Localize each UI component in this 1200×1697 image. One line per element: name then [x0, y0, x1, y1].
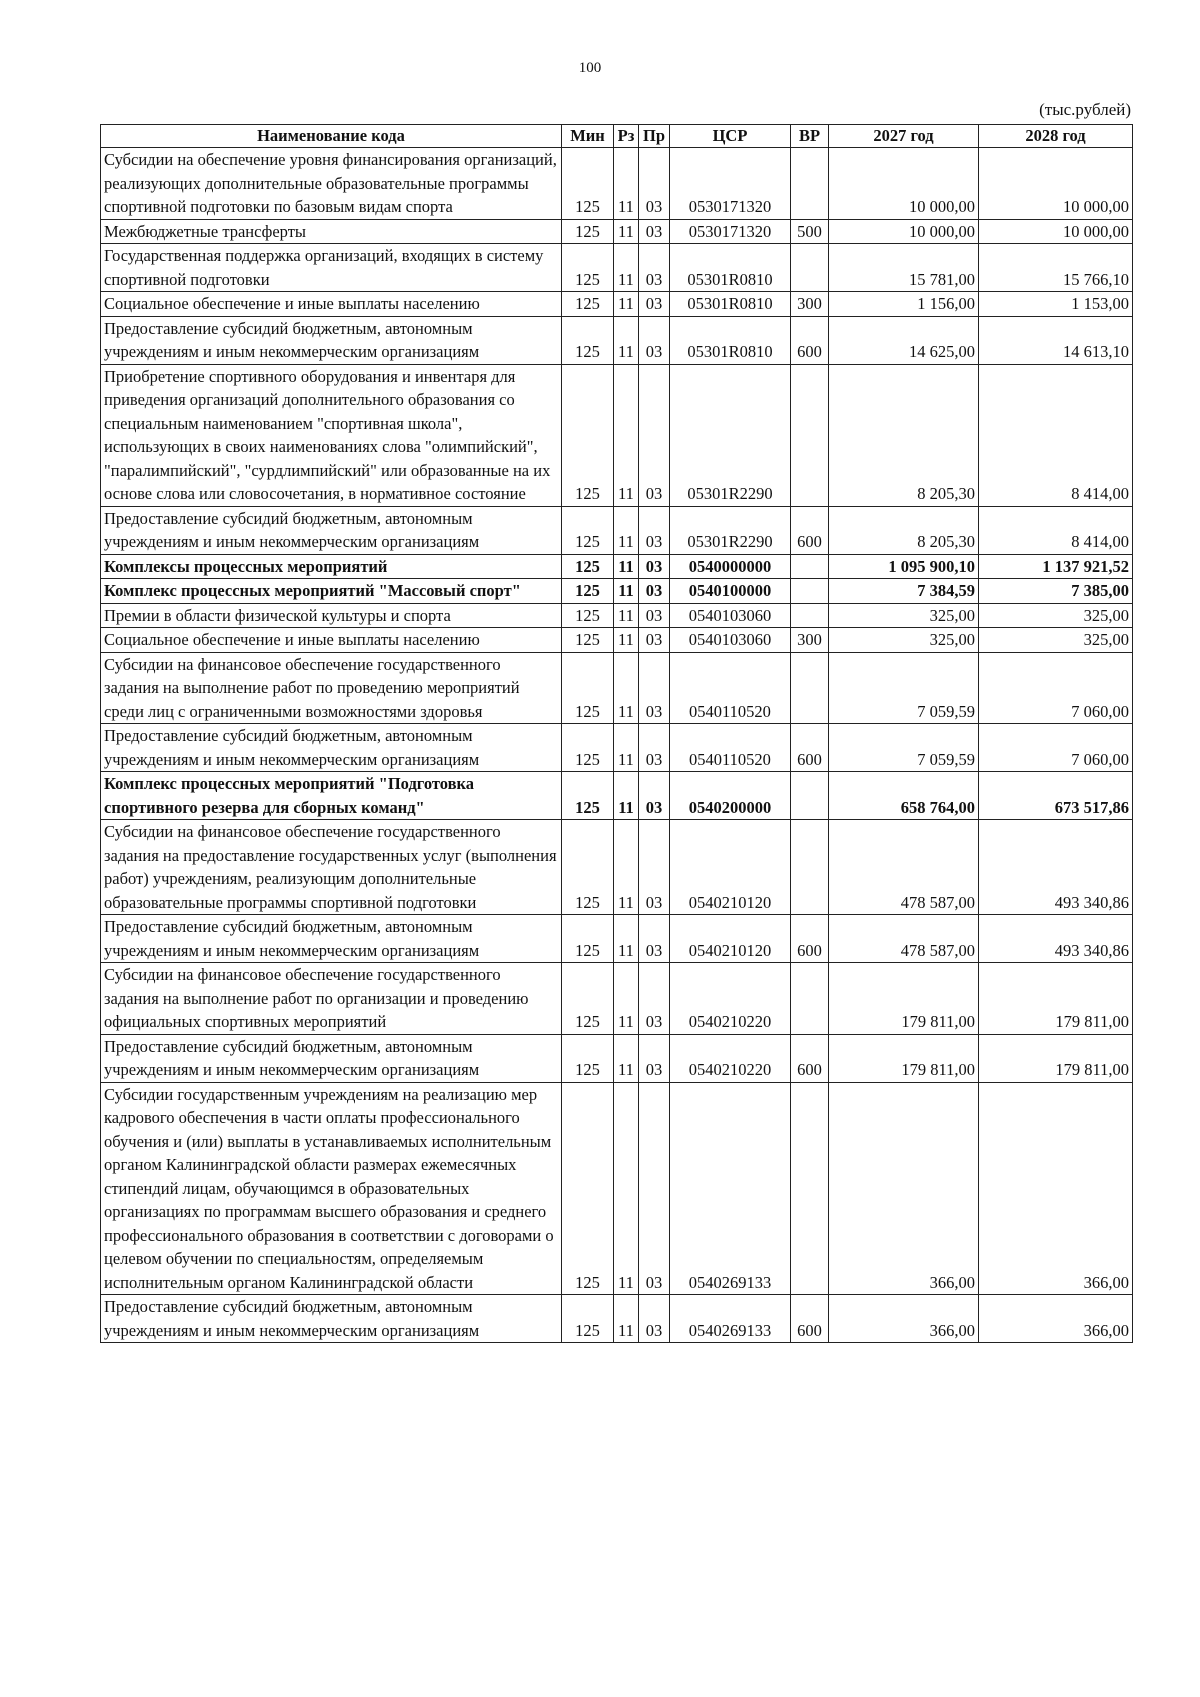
- cell-min: 125: [562, 244, 614, 292]
- cell-2027: 325,00: [829, 628, 979, 653]
- cell-name: Межбюджетные трансферты: [101, 219, 562, 244]
- cell-min: 125: [562, 820, 614, 915]
- cell-name: Предоставление субсидий бюджетным, автономным учреждениям и иным некоммерческим организациям: [101, 1295, 562, 1343]
- cell-name: Субсидии на финансовое обеспечение государственного задания на выполнение работ по проведению мероприятий среди лиц с ограниченными возможностями здоровья: [101, 652, 562, 724]
- cell-2027: 7 059,59: [829, 724, 979, 772]
- cell-pr: 03: [639, 724, 670, 772]
- cell-pr: 03: [639, 963, 670, 1035]
- cell-vr: 600: [791, 316, 829, 364]
- cell-vr: [791, 652, 829, 724]
- cell-csr: 0530171320: [670, 148, 791, 220]
- cell-csr: 05301R2290: [670, 364, 791, 506]
- cell-vr: [791, 364, 829, 506]
- cell-2027: 15 781,00: [829, 244, 979, 292]
- cell-rz: 11: [614, 219, 639, 244]
- header-csr: ЦСР: [670, 125, 791, 148]
- cell-csr: 0540200000: [670, 772, 791, 820]
- cell-vr: [791, 963, 829, 1035]
- cell-2027: 14 625,00: [829, 316, 979, 364]
- header-name: Наименование кода: [101, 125, 562, 148]
- cell-csr: 05301R0810: [670, 244, 791, 292]
- cell-rz: 11: [614, 364, 639, 506]
- cell-csr: 0540269133: [670, 1295, 791, 1343]
- cell-pr: 03: [639, 915, 670, 963]
- cell-2028: 7 060,00: [979, 724, 1133, 772]
- cell-vr: 300: [791, 292, 829, 317]
- cell-min: 125: [562, 724, 614, 772]
- cell-name: Социальное обеспечение и иные выплаты населению: [101, 628, 562, 653]
- cell-pr: 03: [639, 579, 670, 604]
- cell-2027: 10 000,00: [829, 219, 979, 244]
- cell-rz: 11: [614, 652, 639, 724]
- cell-name: Субсидии на финансовое обеспечение государственного задания на выполнение работ по организации и проведению официальных спортивных мероприятий: [101, 963, 562, 1035]
- cell-vr: [791, 148, 829, 220]
- cell-csr: 05301R2290: [670, 506, 791, 554]
- cell-csr: 05301R0810: [670, 316, 791, 364]
- cell-csr: 0540210220: [670, 1034, 791, 1082]
- cell-vr: [791, 603, 829, 628]
- cell-name: Премии в области физической культуры и спорта: [101, 603, 562, 628]
- cell-rz: 11: [614, 772, 639, 820]
- cell-2027: 7 059,59: [829, 652, 979, 724]
- cell-name: Предоставление субсидий бюджетным, автономным учреждениям и иным некоммерческим организациям: [101, 316, 562, 364]
- cell-min: 125: [562, 603, 614, 628]
- cell-pr: 03: [639, 219, 670, 244]
- cell-min: 125: [562, 316, 614, 364]
- cell-pr: 03: [639, 148, 670, 220]
- cell-csr: 0540210120: [670, 915, 791, 963]
- cell-vr: 600: [791, 1295, 829, 1343]
- cell-name: Предоставление субсидий бюджетным, автономным учреждениям и иным некоммерческим организациям: [101, 724, 562, 772]
- cell-min: 125: [562, 579, 614, 604]
- table-row: [101, 579, 1133, 604]
- cell-name: Субсидии государственным учреждениям на реализацию мер кадрового обеспечения в части оплаты профессионального обучения и (или) выплаты в устанавливаемых исполнительным органом Калининградской области размерах ежемесячных стипендий лицам, обучающимся в образовательных организациях по программам высшего образования и среднего профессионального образования в соответствии с договорами о целевом обучении по специальностям, определяемым исполнительным органом Калининградской области: [101, 1082, 562, 1295]
- cell-2028: 493 340,86: [979, 820, 1133, 915]
- cell-pr: 03: [639, 1295, 670, 1343]
- cell-vr: 600: [791, 724, 829, 772]
- cell-name: Комплекс процессных мероприятий "Подготовка спортивного резерва для сборных команд": [101, 772, 562, 820]
- cell-2027: 179 811,00: [829, 963, 979, 1035]
- cell-pr: 03: [639, 652, 670, 724]
- cell-rz: 11: [614, 1082, 639, 1295]
- cell-vr: 600: [791, 506, 829, 554]
- cell-2027: 8 205,30: [829, 364, 979, 506]
- cell-pr: 03: [639, 506, 670, 554]
- cell-pr: 03: [639, 554, 670, 579]
- cell-csr: 0540000000: [670, 554, 791, 579]
- table-row: [101, 1034, 1133, 1082]
- cell-min: 125: [562, 652, 614, 724]
- cell-2028: 1 153,00: [979, 292, 1133, 317]
- cell-name: Субсидии на обеспечение уровня финансирования организаций, реализующих дополнительные образовательные программы спортивной подготовки по базовым видам спорта: [101, 148, 562, 220]
- cell-name: Комплекс процессных мероприятий "Массовый спорт": [101, 579, 562, 604]
- cell-2028: 8 414,00: [979, 364, 1133, 506]
- cell-pr: 03: [639, 603, 670, 628]
- cell-pr: 03: [639, 1082, 670, 1295]
- cell-vr: [791, 244, 829, 292]
- cell-2028: 8 414,00: [979, 506, 1133, 554]
- cell-vr: [791, 820, 829, 915]
- cell-rz: 11: [614, 963, 639, 1035]
- header-2028: 2028 год: [979, 125, 1133, 148]
- cell-2027: 366,00: [829, 1295, 979, 1343]
- header-pr: Пр: [639, 125, 670, 148]
- cell-2028: 1 137 921,52: [979, 554, 1133, 579]
- units-label: (тыс.рублей): [1039, 100, 1131, 119]
- cell-rz: 11: [614, 292, 639, 317]
- table-row: [101, 963, 1133, 1035]
- cell-pr: 03: [639, 292, 670, 317]
- table-row: [101, 652, 1133, 724]
- cell-pr: 03: [639, 244, 670, 292]
- cell-name: Предоставление субсидий бюджетным, автономным учреждениям и иным некоммерческим организациям: [101, 915, 562, 963]
- cell-2028: 179 811,00: [979, 1034, 1133, 1082]
- table-body: [101, 148, 1133, 1343]
- table-row: [101, 364, 1133, 506]
- table-row: [101, 506, 1133, 554]
- header-2027: 2027 год: [829, 125, 979, 148]
- table-row: [101, 772, 1133, 820]
- cell-2028: 179 811,00: [979, 963, 1133, 1035]
- cell-min: 125: [562, 506, 614, 554]
- table-header-row: [101, 125, 1133, 148]
- cell-csr: 0540269133: [670, 1082, 791, 1295]
- cell-min: 125: [562, 963, 614, 1035]
- header-min: Мин: [562, 125, 614, 148]
- header-rz: Рз: [614, 125, 639, 148]
- cell-2027: 478 587,00: [829, 915, 979, 963]
- cell-csr: 0540103060: [670, 628, 791, 653]
- cell-min: 125: [562, 915, 614, 963]
- header-vr: ВР: [791, 125, 829, 148]
- cell-vr: 500: [791, 219, 829, 244]
- cell-min: 125: [562, 554, 614, 579]
- cell-2028: 7 060,00: [979, 652, 1133, 724]
- cell-rz: 11: [614, 579, 639, 604]
- cell-min: 125: [562, 772, 614, 820]
- page-number: 100: [578, 60, 602, 76]
- cell-name: Комплексы процессных мероприятий: [101, 554, 562, 579]
- cell-min: 125: [562, 628, 614, 653]
- cell-csr: 0540210120: [670, 820, 791, 915]
- cell-rz: 11: [614, 1295, 639, 1343]
- cell-rz: 11: [614, 724, 639, 772]
- cell-pr: 03: [639, 820, 670, 915]
- cell-2027: 7 384,59: [829, 579, 979, 604]
- cell-2027: 366,00: [829, 1082, 979, 1295]
- cell-min: 125: [562, 364, 614, 506]
- table-row: [101, 554, 1133, 579]
- cell-rz: 11: [614, 1034, 639, 1082]
- table-row: [101, 628, 1133, 653]
- cell-csr: 0540210220: [670, 963, 791, 1035]
- cell-vr: 300: [791, 628, 829, 653]
- table-row: [101, 1082, 1133, 1295]
- cell-2028: 15 766,10: [979, 244, 1133, 292]
- table-row: [101, 603, 1133, 628]
- table-row: [101, 244, 1133, 292]
- cell-2028: 366,00: [979, 1082, 1133, 1295]
- cell-2028: 10 000,00: [979, 219, 1133, 244]
- cell-2028: 10 000,00: [979, 148, 1133, 220]
- cell-name: Предоставление субсидий бюджетным, автономным учреждениям и иным некоммерческим организациям: [101, 506, 562, 554]
- table-row: [101, 316, 1133, 364]
- table-row: [101, 148, 1133, 220]
- cell-csr: 0540110520: [670, 652, 791, 724]
- cell-csr: 0540110520: [670, 724, 791, 772]
- cell-csr: 0530171320: [670, 219, 791, 244]
- cell-rz: 11: [614, 820, 639, 915]
- cell-rz: 11: [614, 244, 639, 292]
- cell-min: 125: [562, 292, 614, 317]
- cell-2027: 658 764,00: [829, 772, 979, 820]
- cell-rz: 11: [614, 603, 639, 628]
- budget-table: [100, 124, 1133, 1343]
- cell-csr: 0540103060: [670, 603, 791, 628]
- cell-rz: 11: [614, 148, 639, 220]
- cell-2028: 325,00: [979, 628, 1133, 653]
- cell-pr: 03: [639, 1034, 670, 1082]
- cell-pr: 03: [639, 772, 670, 820]
- cell-vr: [791, 1082, 829, 1295]
- cell-rz: 11: [614, 915, 639, 963]
- cell-2028: 325,00: [979, 603, 1133, 628]
- cell-2027: 1 095 900,10: [829, 554, 979, 579]
- cell-pr: 03: [639, 316, 670, 364]
- cell-pr: 03: [639, 628, 670, 653]
- cell-vr: [791, 554, 829, 579]
- table-row: [101, 1295, 1133, 1343]
- cell-vr: [791, 579, 829, 604]
- cell-min: 125: [562, 219, 614, 244]
- cell-2028: 673 517,86: [979, 772, 1133, 820]
- cell-2027: 1 156,00: [829, 292, 979, 317]
- table-row: [101, 292, 1133, 317]
- cell-rz: 11: [614, 506, 639, 554]
- cell-2027: 179 811,00: [829, 1034, 979, 1082]
- cell-min: 125: [562, 1034, 614, 1082]
- cell-pr: 03: [639, 364, 670, 506]
- cell-name: Приобретение спортивного оборудования и инвентаря для приведения организаций дополнительного образования со специальным наименованием "спортивная школа", использующих в своих наименованиях слова "олимпийский", "паралимпийский", "сурдлимпийский" или образованные на их основе слова или словосочетания, в нормативное состояние: [101, 364, 562, 506]
- cell-2028: 14 613,10: [979, 316, 1133, 364]
- cell-vr: [791, 772, 829, 820]
- cell-2028: 7 385,00: [979, 579, 1133, 604]
- cell-name: Предоставление субсидий бюджетным, автономным учреждениям и иным некоммерческим организациям: [101, 1034, 562, 1082]
- cell-vr: 600: [791, 1034, 829, 1082]
- cell-2027: 325,00: [829, 603, 979, 628]
- cell-name: Государственная поддержка организаций, входящих в систему спортивной подготовки: [101, 244, 562, 292]
- cell-rz: 11: [614, 554, 639, 579]
- cell-name: Субсидии на финансовое обеспечение государственного задания на предоставление государственных услуг (выполнения работ) учреждениям, реализующим дополнительные образовательные программы спортивной подготовки: [101, 820, 562, 915]
- cell-csr: 05301R0810: [670, 292, 791, 317]
- table-row: [101, 219, 1133, 244]
- cell-2027: 478 587,00: [829, 820, 979, 915]
- cell-name: Социальное обеспечение и иные выплаты населению: [101, 292, 562, 317]
- cell-min: 125: [562, 1082, 614, 1295]
- table-row: [101, 820, 1133, 915]
- cell-rz: 11: [614, 628, 639, 653]
- cell-2028: 366,00: [979, 1295, 1133, 1343]
- cell-2027: 10 000,00: [829, 148, 979, 220]
- cell-2028: 493 340,86: [979, 915, 1133, 963]
- table-row: [101, 915, 1133, 963]
- cell-2027: 8 205,30: [829, 506, 979, 554]
- cell-min: 125: [562, 1295, 614, 1343]
- cell-vr: 600: [791, 915, 829, 963]
- table-row: [101, 724, 1133, 772]
- cell-rz: 11: [614, 316, 639, 364]
- cell-csr: 0540100000: [670, 579, 791, 604]
- cell-min: 125: [562, 148, 614, 220]
